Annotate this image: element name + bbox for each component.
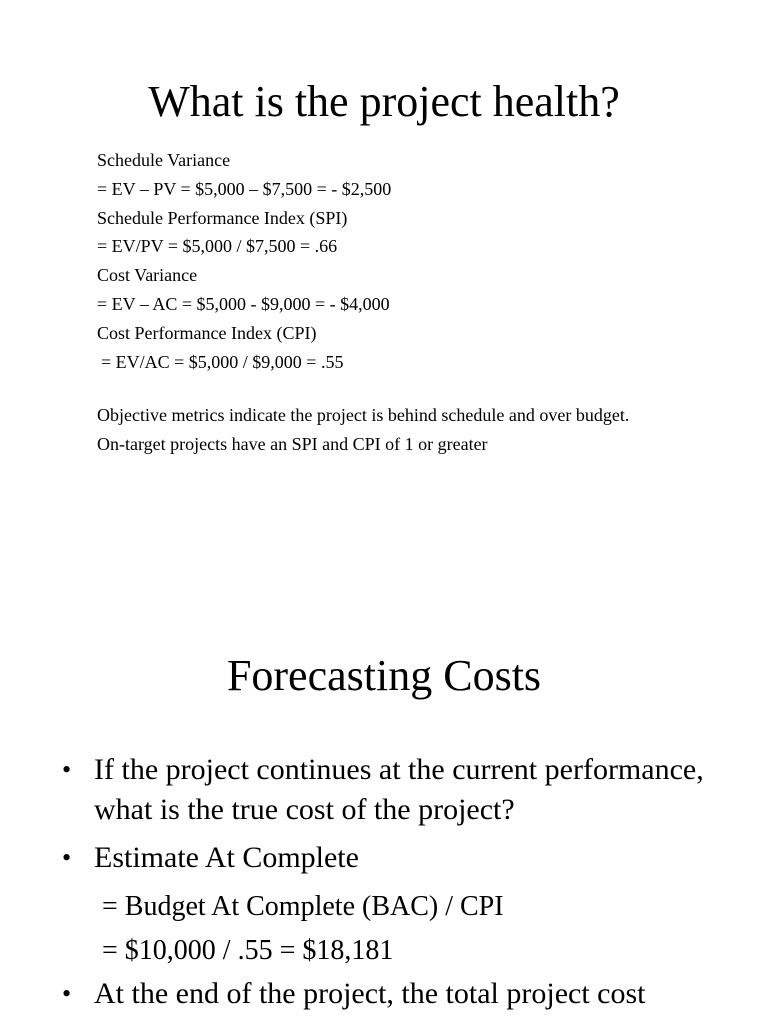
metric-formula: = EV – AC = $5,000 - $9,000 = - $4,000: [97, 293, 390, 314]
sub-item: = Budget At Complete (BAC) / CPI: [102, 891, 504, 922]
metric-label: Schedule Performance Index (SPI): [97, 207, 348, 228]
metric-formula: = EV – PV = $5,000 – $7,500 = - $2,500: [97, 178, 392, 199]
bullet-item-partial: [62, 974, 742, 1014]
metric-label: Cost Performance Index (CPI): [97, 322, 317, 343]
slide-title: Forecasting Costs: [226, 651, 542, 700]
note-text: Objective metrics indicate the project is behind schedule and over budget.: [97, 405, 630, 425]
bullet-text: If the project continues at the current performance, what is the true cost of the project?: [94, 753, 704, 826]
slide-forecasting-costs: [0, 600, 768, 1024]
metrics-list: [97, 146, 697, 376]
bullet-item: [62, 750, 742, 830]
bullet-text: At the end of the project, the total project cost: [94, 977, 646, 1010]
bullet-text: Estimate At Complete: [94, 841, 359, 874]
metric-formula: = EV/AC = $5,000 / $9,000 = .55: [101, 351, 344, 372]
bullet-icon: •: [62, 843, 72, 872]
slide-title: What is the project health?: [148, 77, 620, 126]
bullet-icon: •: [62, 979, 72, 1008]
bullet-list: [62, 750, 742, 1022]
conclusion-notes: [97, 404, 697, 462]
bullet-icon: •: [62, 755, 72, 784]
metric-label: Cost Variance: [97, 265, 198, 286]
metric-label: Schedule Variance: [97, 150, 231, 170]
bullet-item: [62, 838, 742, 878]
metric-formula: = EV/PV = $5,000 / $7,500 = .66: [97, 236, 338, 257]
sub-item: = $10,000 / .55 = $18,181: [102, 935, 394, 966]
note-text: On-target projects have an SPI and CPI of 1 or greater: [97, 434, 488, 454]
